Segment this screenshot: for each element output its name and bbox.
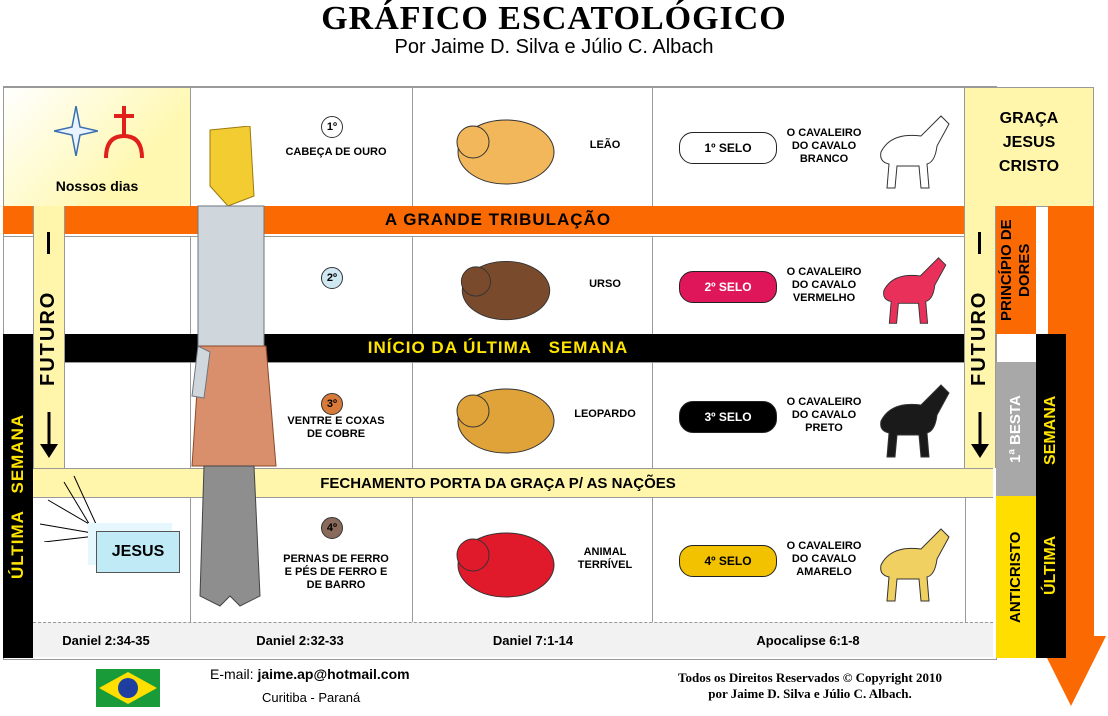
seal-scroll: [679, 132, 777, 164]
right-futuro-arrow: [964, 232, 994, 464]
email-link[interactable]: jaime.ap@hotmail.com: [257, 666, 410, 682]
horse-rider-image: [871, 371, 955, 461]
besta-cell: [996, 362, 1036, 496]
seal-label: 2º SELO: [704, 280, 752, 294]
seal-label: 1º SELO: [704, 141, 752, 155]
tribulation-band: [3, 206, 993, 234]
beast-label: LEÃO: [589, 139, 621, 151]
ordinal-badge: 4º: [321, 517, 343, 539]
statue-image: [190, 126, 280, 616]
ordinal-badge: 1º: [321, 116, 343, 138]
star-icon: [54, 106, 98, 156]
rider-label: O CAVALEIRO DO CAVALO PRETO: [786, 396, 862, 434]
nossos-dias-label: Nossos dias: [55, 178, 139, 194]
beast-cell: [412, 362, 654, 470]
left-blank-cell: [3, 236, 191, 336]
beast-cell: [412, 236, 654, 336]
grace-cristo-label: CRISTO: [998, 158, 1060, 175]
statue-part-label: VENTRE E COXAS DE COBRE: [287, 415, 385, 440]
rider-label: O CAVALEIRO DO CAVALO BRANCO: [786, 127, 862, 165]
venus-cross-icon: [102, 102, 146, 162]
last-week-label: INÍCIO DA ÚLTIMA SEMANA: [367, 338, 629, 357]
left-ultima-semana-label: ÚLTIMA SEMANA: [8, 413, 27, 579]
down-arrow-icon: [969, 412, 991, 460]
copyright-line-2: por Jaime D. Silva e Júlio C. Albach.: [708, 686, 912, 701]
nossos-dias-cell: [3, 87, 191, 207]
tribulation-label: A GRANDE TRIBULAÇÃO: [384, 210, 612, 229]
seal-cell: [652, 236, 966, 336]
beast-label: URSO: [589, 278, 621, 290]
besta-label: 1ª BESTA: [1007, 395, 1024, 463]
last-week-band: [3, 334, 993, 362]
references-row: [33, 622, 993, 657]
beast-image: [451, 96, 561, 198]
ordinal-badge: 2º: [321, 267, 343, 289]
statue-part-label: CABEÇA DE OURO: [285, 146, 387, 158]
brazil-flag-icon: [96, 669, 160, 707]
seal-cell: [652, 496, 966, 624]
chart-title: GRÁFICO ESCATOLÓGICO: [321, 0, 787, 37]
horse-rider-image: [871, 96, 955, 198]
beast-image: [451, 505, 561, 615]
closing-band: [3, 468, 993, 498]
horse-rider-image: [871, 245, 955, 327]
reference-4: Apocalipse 6:1-8: [756, 633, 860, 648]
right-semana-label: SEMANA: [1042, 395, 1059, 465]
down-arrow-icon: [38, 412, 60, 460]
copyright-line-1: Todos os Direitos Reservados © Copyright 2010: [678, 670, 942, 685]
reference-2: Daniel 2:32-33: [256, 633, 344, 648]
email-line: [210, 666, 410, 682]
beast-cell: [412, 87, 654, 207]
chart-subtitle: Por Jaime D. Silva e Júlio C. Albach: [394, 36, 714, 58]
grace-label: GRAÇA: [999, 110, 1059, 127]
rider-label: O CAVALEIRO DO CAVALO VERMELHO: [786, 266, 862, 304]
jesus-label: JESUS: [111, 543, 165, 560]
horse-rider-image: [871, 505, 955, 615]
beast-image: [451, 371, 561, 461]
email-label: E-mail:: [210, 666, 254, 682]
closing-label: FECHAMENTO PORTA DA GRAÇA P/ AS NAÇÕES: [320, 474, 676, 492]
beast-label: LEOPARDO: [574, 408, 636, 420]
reference-1: Daniel 2:34-35: [62, 633, 150, 648]
rider-label: O CAVALEIRO DO CAVALO AMARELO: [786, 540, 862, 578]
seal-label: 4º SELO: [704, 554, 752, 568]
beast-image: [451, 245, 561, 327]
right-futuro-label: FUTURO: [968, 290, 990, 386]
seal-cell: [652, 362, 966, 470]
reference-3: Daniel 7:1-14: [492, 633, 574, 648]
principio-label: PRINCÍPIO DE DORES: [998, 219, 1033, 321]
beast-label: ANIMAL TERRÍVEL: [577, 546, 633, 571]
grace-cell: [964, 87, 1094, 207]
seal-scroll: [679, 545, 777, 577]
principio-cell: [996, 206, 1036, 334]
jesus-box: [96, 531, 180, 573]
seal-scroll: [679, 271, 777, 303]
left-futuro-arrow: [33, 232, 63, 464]
city-label: Curitiba - Paraná: [262, 690, 361, 705]
seal-label: 3º SELO: [704, 410, 752, 424]
statue-part-label: PERNAS DE FERRO E PÉS DE FERRO E DE BARRO: [283, 553, 389, 591]
seal-scroll: [679, 401, 777, 433]
left-futuro-label: FUTURO: [37, 290, 59, 386]
right-ultima-label: ÚLTIMA: [1042, 535, 1059, 595]
ordinal-badge: 3º: [321, 393, 343, 415]
seal-cell: [652, 87, 966, 207]
beast-cell: [412, 496, 654, 624]
anticristo-label: ANTICRISTO: [1007, 531, 1024, 623]
anticristo-cell: [996, 496, 1036, 658]
grace-jesus-label: JESUS: [1002, 134, 1056, 151]
